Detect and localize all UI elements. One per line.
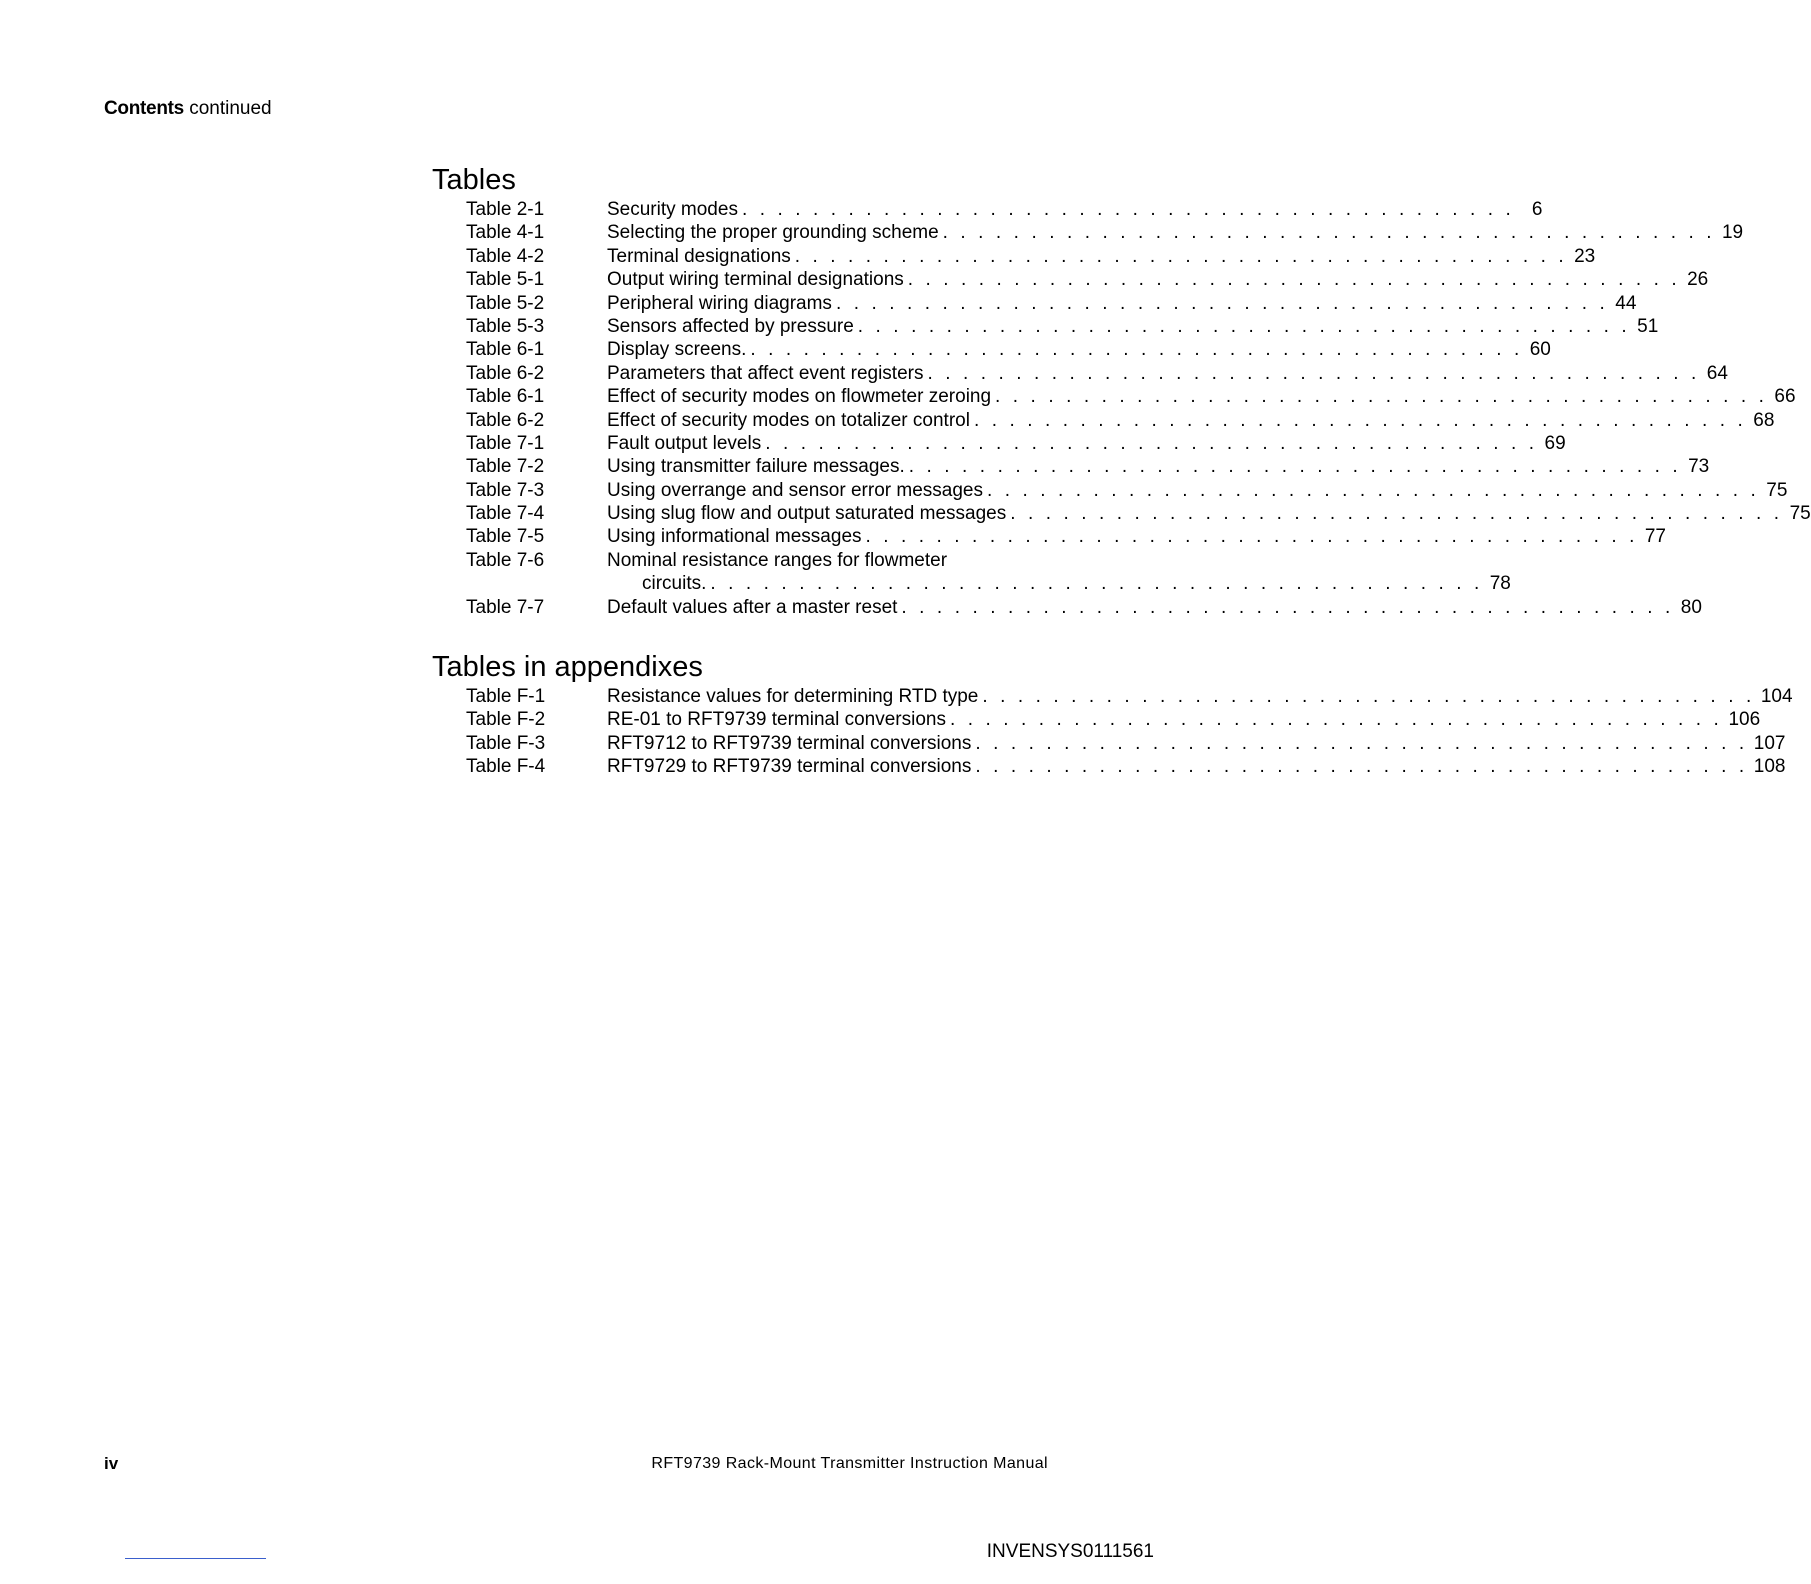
toc-row[interactable] (432, 245, 1596, 268)
dot-leader: . . . . . . . . . . . . . . . . . . . . . . . . . . . . . . . . . . . . . . . . . . . . (907, 269, 1681, 291)
toc-title: Parameters that affect event registers (607, 362, 924, 384)
toc-page: 73 (1688, 456, 1710, 478)
dot-leader: . . . . . . . . . . . . . . . . . . . . . . . . . . . . . . . . . . . . . . . . . . . . (975, 732, 1748, 754)
footer-manual-title: RFT9739 Rack-Mount Transmitter Instruction Manual (651, 1455, 1048, 1472)
toc-title: Display screens. (607, 339, 747, 361)
toc-row[interactable] (432, 338, 1551, 361)
toc-label: Table 2-1 (466, 199, 545, 220)
toc-label: Table 5-2 (466, 292, 545, 314)
toc-page: 6 (1531, 199, 1543, 220)
toc-label: Table 5-1 (466, 269, 545, 291)
dot-leader: . . . . . . . . . . . . . . . . . . . . . . . . . . . . . . . . . . . . . . . . . . . . (835, 292, 1609, 314)
dot-leader: . . . . . . . . . . . . . . . . . . . . . . . . . . . . . . . . . . . . . . . . . . . . (986, 479, 1760, 501)
underline-mark (125, 1558, 266, 1559)
toc-row[interactable] (432, 685, 1793, 708)
toc-title: RFT9729 to RFT9739 terminal conversions (607, 756, 972, 778)
toc-row[interactable] (432, 732, 1786, 755)
dot-leader: . . . . . . . . . . . . . . . . . . . . . . . . . . . . . . . . . . . . . . . . . . . . (794, 245, 1568, 267)
toc-page: 75 (1766, 479, 1788, 501)
toc-row[interactable] (432, 268, 1709, 291)
toc-page: 44 (1615, 292, 1637, 314)
toc-title: Effect of security modes on totalizer control (607, 409, 970, 431)
toc-label: Table 7-1 (466, 432, 545, 454)
toc-page: 69 (1544, 432, 1566, 454)
toc-row[interactable] (432, 362, 1728, 385)
toc-title: Security modes (607, 199, 738, 220)
toc-title: RE-01 to RFT9739 terminal conversions (607, 709, 946, 731)
toc-title: Sensors affected by pressure (607, 315, 854, 337)
dot-leader: . . . . . . . . . . . . . . . . . . . . . . . . . . . . . . . . . . . . . . . . . . . . (995, 386, 1768, 408)
section-title-tables: Tables (432, 164, 516, 196)
toc-label: Table 6-2 (466, 409, 545, 431)
toc-page: 66 (1774, 386, 1796, 408)
toc-page: 75 (1789, 503, 1811, 525)
toc-label: Table F-1 (466, 686, 546, 707)
toc-title: Selecting the proper grounding scheme (607, 222, 939, 244)
toc-row[interactable] (432, 409, 1775, 432)
toc-title: Output wiring terminal designations (607, 269, 904, 291)
toc-page: 104 (1760, 686, 1793, 707)
toc-row[interactable] (432, 755, 1786, 778)
dot-leader: . . . . . . . . . . . . . . . . . . . . . . . . . . . . . . . . . . . . . . . . . . . . (973, 409, 1747, 431)
toc-label: Table F-3 (466, 732, 546, 754)
toc-page: 68 (1753, 409, 1775, 431)
dot-leader: . . . . . . . . . . . . . . . . . . . . . . . . . . . . . . . . . . . . . . . . . . . . (865, 526, 1638, 548)
toc-page: 80 (1680, 596, 1702, 618)
toc-page: 26 (1687, 269, 1709, 291)
toc-title: Using informational messages (607, 526, 862, 548)
toc-row[interactable] (432, 455, 1710, 478)
toc-row[interactable] (432, 479, 1788, 502)
toc-page: 51 (1637, 315, 1659, 337)
toc-label: Table F-4 (466, 756, 546, 778)
dot-leader: . . . . . . . . . . . . . . . . . . . . . . . . . . . . . . . . . . . . . . . . . . . . (975, 756, 1748, 778)
toc-title: Effect of security modes on flowmeter zeroing (607, 386, 992, 408)
toc-page: 108 (1753, 756, 1786, 778)
dot-leader: . . . . . . . . . . . . . . . . . . . . . . . . . . . . . . . . . . . . . . . . . . . . (927, 362, 1700, 384)
toc-label: Table 4-1 (466, 222, 545, 244)
toc-row[interactable] (432, 525, 1666, 548)
toc-title: RFT9712 to RFT9739 terminal conversions (607, 732, 972, 754)
toc-label: Table F-2 (466, 709, 546, 731)
toc-page: 19 (1721, 222, 1744, 244)
toc-page: 106 (1728, 709, 1761, 731)
toc-page: 107 (1753, 732, 1786, 754)
dot-leader: . . . . . . . . . . . . . . . . . . . . . . . . . . . . . . . . . . . . . . . . . . . . (901, 596, 1674, 618)
running-head-rest: continued (183, 98, 272, 119)
dot-leader: . . . . . . . . . . . . . . . . . . . . . . . . . . . . . . . . . . . . . . . . . . . . (750, 339, 1523, 361)
footer-page-number: iv (104, 1454, 119, 1473)
tables-section (432, 163, 1811, 619)
toc-label: Table 6-1 (466, 386, 545, 408)
dot-leader: . . . . . . . . . . . . . . . . . . . . . . . . . . . . . . . . . . . . . . . . . . . . (741, 199, 1515, 220)
toc-row[interactable] (432, 198, 1543, 221)
toc-row[interactable] (432, 596, 1702, 619)
running-head (104, 97, 272, 121)
toc-page: 77 (1644, 526, 1666, 548)
toc-row-wrapped[interactable] (432, 549, 1511, 596)
toc-title: Using slug flow and output saturated messages (607, 503, 1007, 525)
dot-leader: . . . . . . . . . . . . . . . . . . . . . . . . . . . . . . . . . . . . . . . . . . . . (908, 456, 1682, 478)
toc-row[interactable] (432, 292, 1637, 315)
dot-leader: . . . . . . . . . . . . . . . . . . . . . . . . . . . . . . . . . . . . . . . . . . . . (1010, 503, 1783, 525)
toc-title: Resistance values for determining RTD type (607, 686, 979, 707)
toc-page: 64 (1706, 362, 1728, 384)
bates-stamp: INVENSYS0111561 (986, 1541, 1154, 1562)
dot-leader: . . . . . . . . . . . . . . . . . . . . . . . . . . . . . . . . . . . . . . . . . . . . (949, 709, 1723, 731)
dot-leader: . . . . . . . . . . . . . . . . . . . . . . . . . . . . . . . . . . . . . . . . . . . . (710, 573, 1483, 595)
dot-leader: . . . . . . . . . . . . . . . . . . . . . . . . . . . . . . . . . . . . . . . . . . . . (942, 222, 1716, 244)
toc-row[interactable] (432, 221, 1744, 244)
toc-title: Fault output levels (607, 432, 762, 454)
toc-label: Table 7-2 (466, 456, 545, 478)
toc-label: Table 7-7 (466, 596, 545, 618)
toc-page: 78 (1489, 573, 1511, 595)
toc-row[interactable] (432, 502, 1811, 525)
toc-label: Table 6-1 (466, 339, 545, 361)
toc-label: Table 6-2 (466, 362, 545, 384)
toc-label: Table 7-5 (466, 526, 545, 548)
toc-title: Peripheral wiring diagrams (607, 292, 832, 314)
toc-row[interactable] (432, 708, 1761, 731)
dot-leader: . . . . . . . . . . . . . . . . . . . . . . . . . . . . . . . . . . . . . . . . . . . . (857, 315, 1631, 337)
running-head-bold: Contents (104, 98, 184, 119)
dot-leader: . . . . . . . . . . . . . . . . . . . . . . . . . . . . . . . . . . . . . . . . . . . . (982, 686, 1755, 707)
toc-page: 60 (1529, 339, 1551, 361)
dot-leader: . . . . . . . . . . . . . . . . . . . . . . . . . . . . . . . . . . . . . . . . . . . . (765, 432, 1538, 454)
toc-label: Table 7-6 (466, 549, 545, 571)
toc-page: 23 (1574, 245, 1596, 267)
toc-title: Default values after a master reset (607, 596, 898, 618)
toc-row[interactable] (432, 385, 1796, 408)
section-title-appendixes: Tables in appendixes (432, 651, 703, 683)
toc-row[interactable] (432, 432, 1566, 455)
appendix-tables-section (432, 650, 1793, 779)
toc-title-line1: Nominal resistance ranges for flowmeter (607, 549, 948, 571)
toc-title: Using transmitter failure messages. (607, 456, 905, 478)
toc-title-line2: circuits. (642, 573, 707, 595)
toc-label: Table 4-2 (466, 245, 545, 267)
toc-row[interactable] (432, 315, 1659, 338)
toc-label: Table 5-3 (466, 315, 545, 337)
toc-label: Table 7-3 (466, 479, 545, 501)
toc-title: Using overrange and sensor error messages (607, 479, 983, 501)
toc-label: Table 7-4 (466, 503, 545, 525)
toc-title: Terminal designations (607, 245, 791, 267)
